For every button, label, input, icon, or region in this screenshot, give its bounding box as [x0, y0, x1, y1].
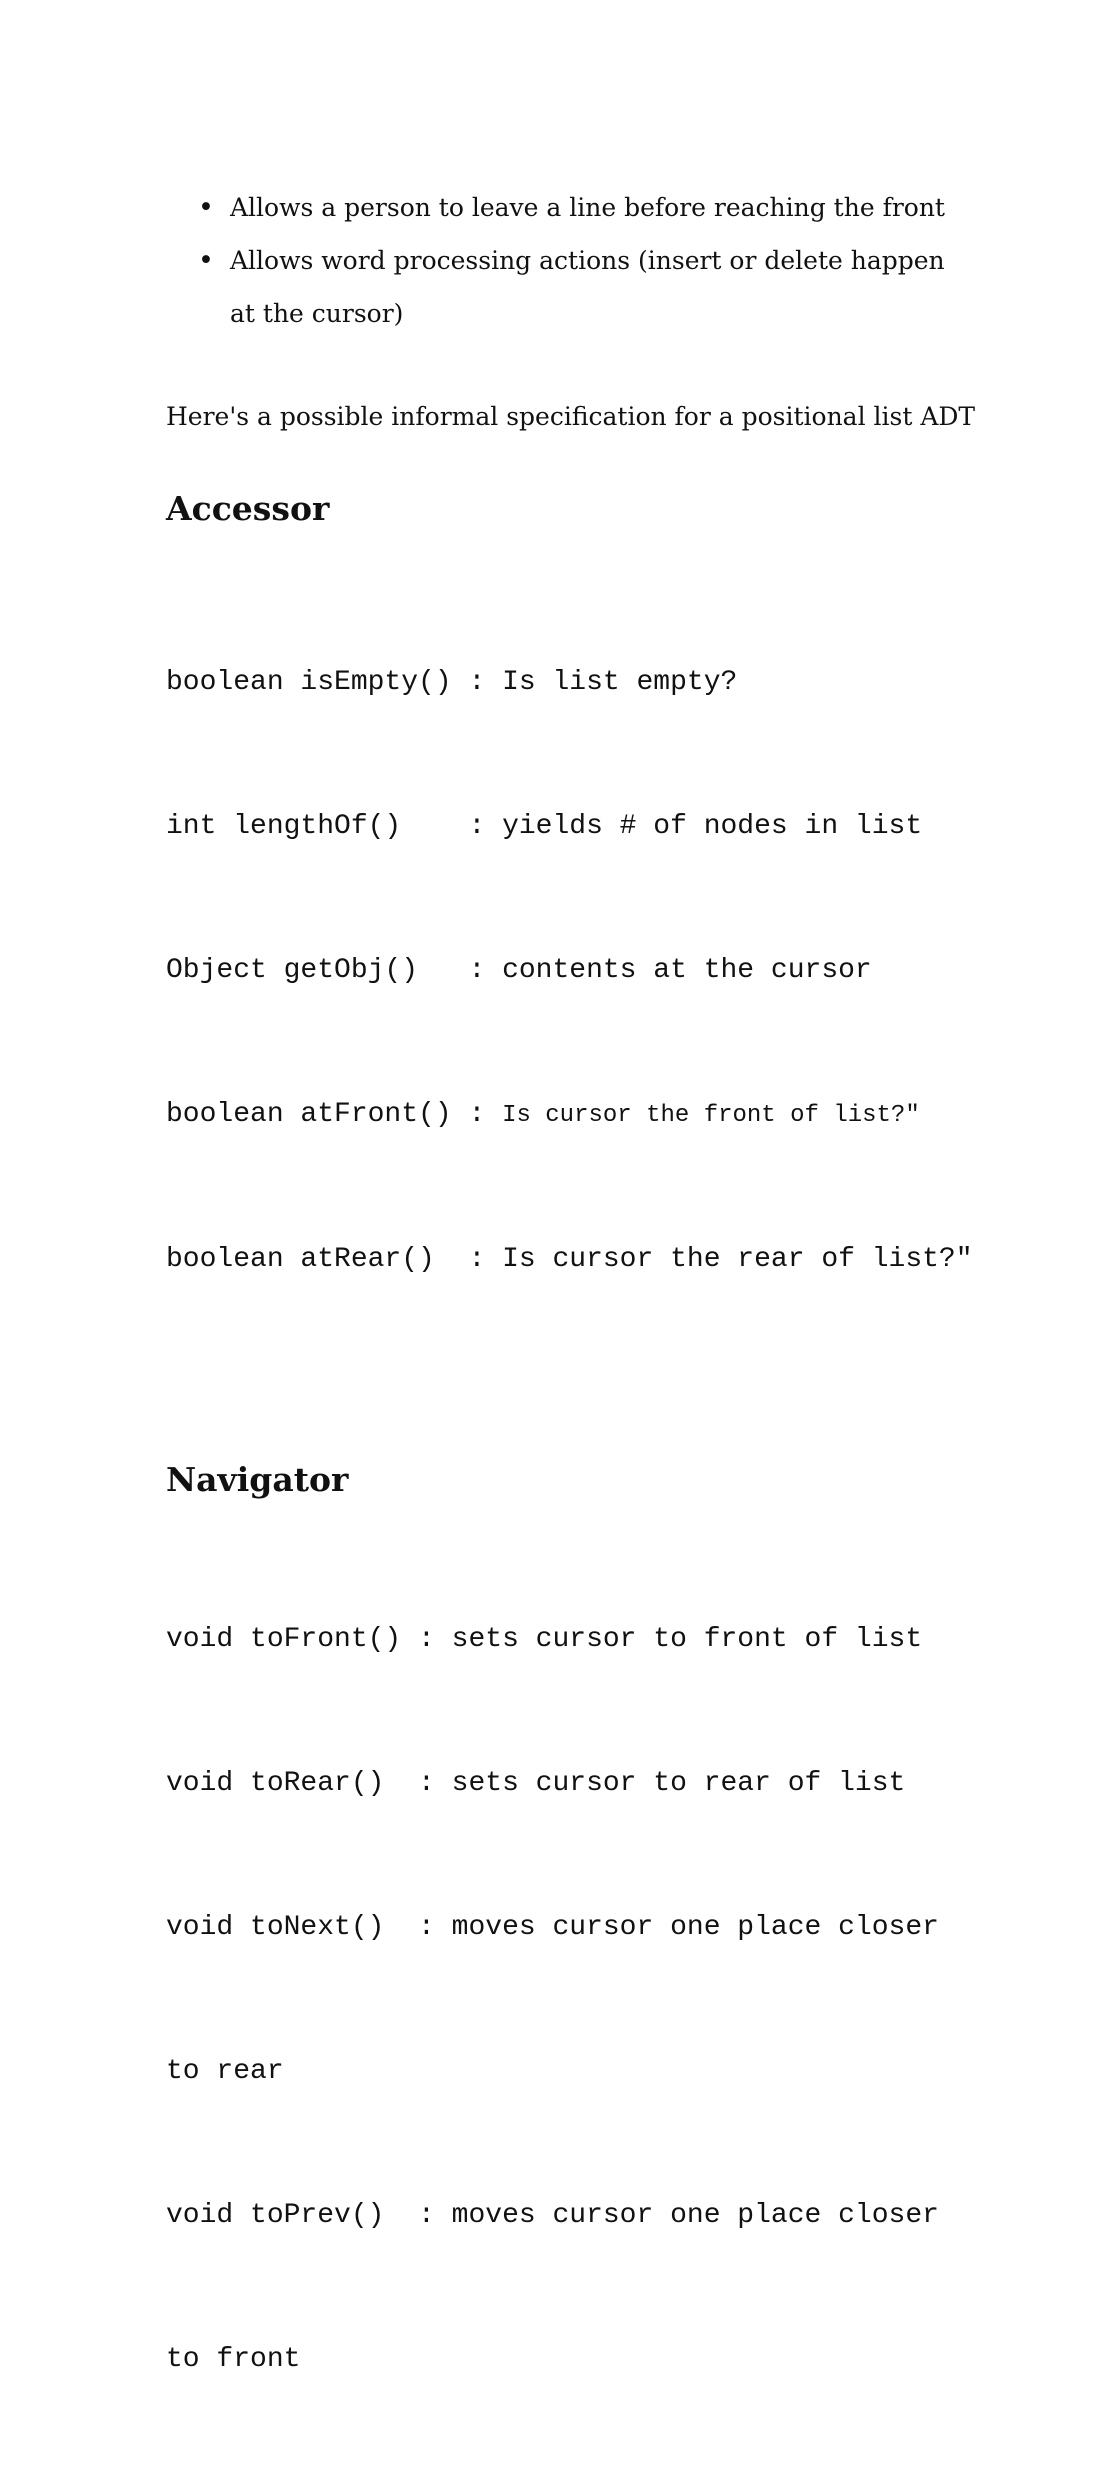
accessor-spec-block [166, 563, 1073, 1380]
section-heading-accessor: Accessor [166, 489, 330, 528]
method-signature: void toFront() : [166, 1624, 452, 1655]
method-description: Is cursor the rear of list?" [502, 1244, 973, 1275]
method-signature: boolean atRear() : [166, 1244, 503, 1275]
bullet-item [166, 181, 1073, 234]
bullet-text: • Allows a person to leave a line before reaching the front [230, 193, 945, 222]
section-heading-navigator: Navigator [166, 1460, 349, 1499]
method-signature: void toPrev() : [166, 2200, 452, 2231]
navigator-spec-block [166, 1520, 1073, 2480]
spec-line [166, 2192, 1073, 2240]
spec-line [166, 659, 1073, 707]
method-signature: void toNext() : [166, 1912, 452, 1943]
method-description: moves cursor one place closer [451, 2200, 939, 2231]
bullet-list [166, 181, 1073, 340]
method-signature: Object getObj() : [166, 955, 503, 986]
method-description: Is list empty? [502, 667, 738, 698]
bullet-text-continuation: at the cursor) [230, 299, 404, 328]
method-signature: void toRear() : [166, 1768, 452, 1799]
method-description: moves cursor one place closer [451, 1912, 939, 1943]
method-description: contents at the cursor [502, 955, 872, 986]
method-description: Is cursor the front of list?" [502, 1102, 920, 1129]
spec-line [166, 1091, 1073, 1140]
method-signature: int lengthOf() : [166, 811, 503, 842]
intro-paragraph: Here's a possible informal specification for a positional list ADT [166, 402, 976, 431]
spec-line [166, 1236, 1073, 1284]
spec-line [166, 1904, 1073, 1952]
bullet-item [166, 234, 1073, 340]
method-signature: boolean isEmpty() : [166, 667, 503, 698]
spec-line-continuation: to front [166, 2344, 301, 2375]
method-description: yields # of nodes in list [502, 811, 923, 842]
spec-line-continuation: to rear [166, 2056, 284, 2087]
method-description: sets cursor to front of list [451, 1624, 923, 1655]
spec-line [166, 1616, 1073, 1664]
method-description: sets cursor to rear of list [451, 1768, 906, 1799]
spec-line [166, 1760, 1073, 1808]
bullet-text: • Allows word processing actions (insert or delete happen [230, 246, 945, 275]
spec-line [166, 803, 1073, 851]
spec-line [166, 947, 1073, 995]
method-signature: boolean atFront() : [166, 1099, 503, 1130]
